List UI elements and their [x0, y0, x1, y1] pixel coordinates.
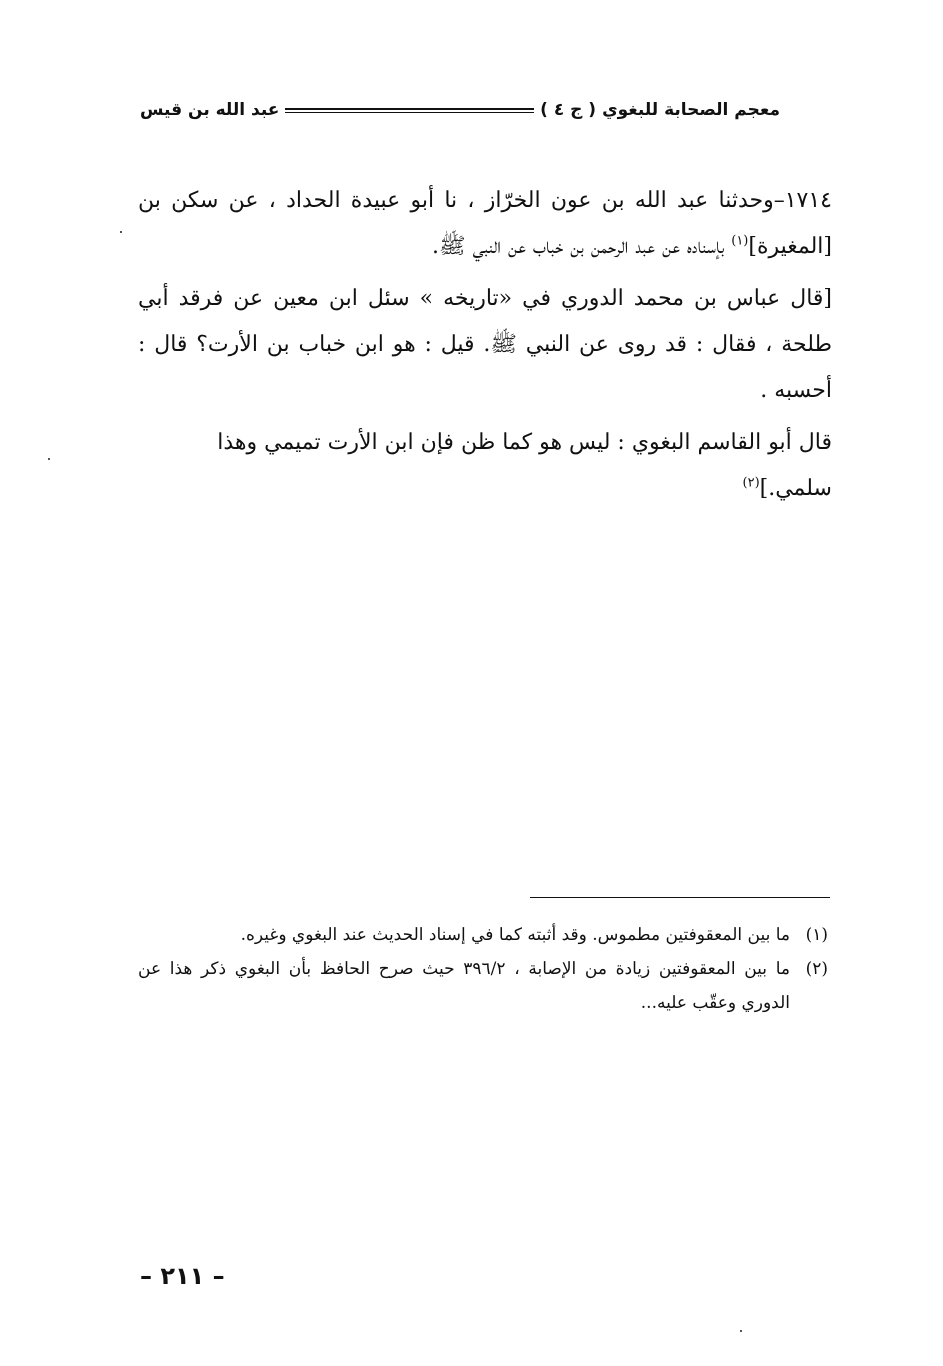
page-number: – ٢١١ –: [140, 1262, 225, 1290]
paragraph-duri: [قال عباس بن محمد الدوري في «تاريخه » سئل ابن معين عن فرقد أبي طلحة ، فقال : قد روى عن النبي ﷺ. قيل : هو ابن خباب بن الأرت؟ قال : أحسبه .: [138, 286, 832, 403]
running-header: [140, 96, 780, 124]
scan-speck: [740, 1330, 742, 1332]
scan-speck: [48, 458, 50, 460]
footnote-separator: [530, 897, 830, 898]
footnote-ref-2: (٢): [742, 475, 760, 491]
header-rule: [285, 108, 534, 113]
footnote-number: (٢): [805, 959, 828, 979]
footnotes: [138, 918, 828, 1020]
header-book-title: معجم الصحابة للبغوي: [602, 100, 780, 120]
paragraph-hadith-tail: بإسناده عن عبد الرحمن بن خباب عن النبي ﷺ.: [432, 234, 732, 259]
footnote-ref-1: (١): [731, 233, 749, 249]
footnote-item: [138, 952, 828, 1020]
paragraph-baghawi: [138, 420, 832, 512]
header-volume: ( ج ٤ ): [540, 100, 597, 120]
paragraph-hadith-text: ١٧١٤–وحدثنا عبد الله بن عون الخرّاز ، نا أبو عبيدة الحداد ، عن سكن بن [المغيرة]: [138, 188, 832, 259]
footnote-text: ما بين المعقوفتين زيادة من الإصابة ، ٣٩٦/٢ حيث صرح الحافظ بأن البغوي ذكر هذا عن الدوري وعقّب عليه...: [138, 959, 790, 1013]
main-text: [138, 178, 832, 512]
footnote-number: (١): [805, 925, 828, 945]
scan-speck: [120, 231, 122, 233]
paragraph-baghawi-text: قال أبو القاسم البغوي : ليس هو كما ظن فإن ابن الأرت تميمي وهذا سلمي.]: [217, 430, 832, 501]
paragraph-hadith: [138, 178, 832, 270]
footnote-text: ما بين المعقوفتين مطموس. وقد أثبته كما في إسناد الحديث عند البغوي وغيره.: [240, 925, 790, 945]
header-entry-name: عبد الله بن قيس: [140, 100, 280, 120]
footnote-item: [138, 918, 828, 952]
